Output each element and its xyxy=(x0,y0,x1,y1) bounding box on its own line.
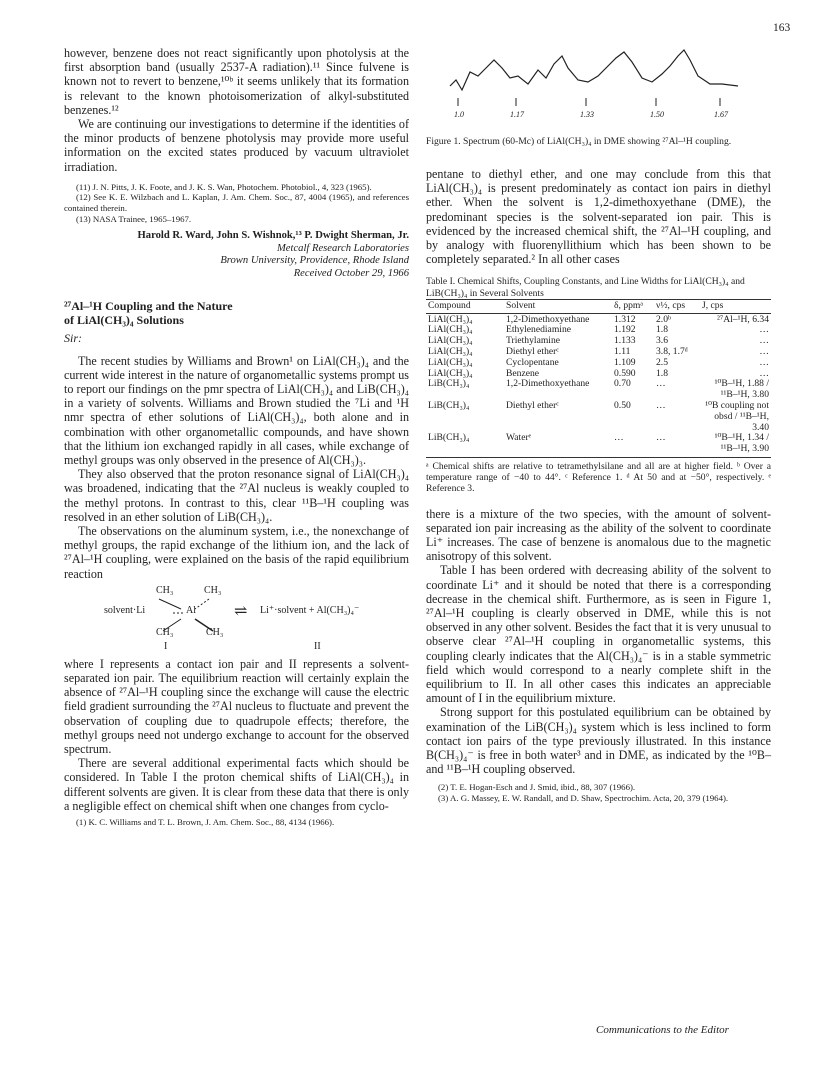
table-cell: … xyxy=(759,367,769,379)
axis-tick-label: 1.0 xyxy=(454,110,464,119)
table-cell: Cyclopentane xyxy=(506,356,559,368)
table-header: J, cps xyxy=(702,299,724,311)
axis-tick-label: 1.50 xyxy=(650,110,664,119)
paragraph: however, benzene does not react significantly upon photolysis at the first absorption band (usually 2537-A radiation).¹¹ Since fulvene is known not to revert to benzene,¹⁰ᵇ it seems unlikely that its formation is relevant to the known photoisomerization of alkyl-substituted benzenes.¹² xyxy=(64,46,409,117)
methyl-group: CH₃ xyxy=(204,584,222,596)
table-footnote: ᵃ Chemical shifts are relative to tetramethylsilane and all are at higher field. ᵇ Over a temperature range of −40 to 44°. ᶜ Reference 1. ᵈ At 50 and at −50°, respectively. ᵉ Reference 3. xyxy=(426,460,771,495)
table-header: δ, ppmᵃ xyxy=(614,299,643,311)
table-cell: ¹⁰B–¹H, 1.88 / ¹¹B–¹H, 3.80 xyxy=(714,378,769,401)
left-column xyxy=(64,46,409,828)
footnote-13: (13) NASA Trainee, 1965–1967. xyxy=(76,213,192,224)
methyl-group: CH₃ xyxy=(156,584,174,596)
table-cell: 0.70 xyxy=(614,378,631,390)
table-cell: 3.8, 1.7ᵈ xyxy=(656,346,688,358)
table-cell: LiAl(CH₃)₄ xyxy=(428,356,473,368)
table-row xyxy=(426,401,771,433)
paragraph: Strong support for this postulated equilibrium can be obtained by examination of the LiB(CH₃)₄ system which is less inclined to form contact ion pairs of the type previously illustrated. In this instance B(CH₃)₄⁻ is free in both water³ and in DME, as indicated by the ¹⁰B– and ¹¹B–¹H coupling observed. xyxy=(426,705,771,777)
solvent-li: solvent·Li xyxy=(104,604,146,616)
equilibrium-arrow: ⇌ xyxy=(234,602,248,620)
methyl-group: CH₃ xyxy=(156,626,174,638)
table-cell: … xyxy=(759,335,769,347)
table-cell: 0.590 xyxy=(614,367,636,379)
table-cell: 1,2-Dimethoxyethane xyxy=(506,313,590,325)
title-line: ²⁷Al–¹H Coupling and the Nature xyxy=(64,298,233,313)
table-cell: … xyxy=(614,432,624,444)
table-cell: … xyxy=(759,324,769,336)
table-cell: 1.133 xyxy=(614,335,636,347)
table-cell: 1,2-Dimethoxyethane xyxy=(506,378,590,390)
equation-rhs: Li⁺·solvent + Al(CH₃)₄⁻ xyxy=(260,604,360,616)
table-cell: Diethyl etherᶜ xyxy=(506,400,559,411)
table-cell: ¹⁰B coupling not obsd / ¹¹B–¹H, 3.40 xyxy=(705,400,769,433)
article-title xyxy=(64,299,409,327)
table-cell: 0.50 xyxy=(614,400,631,411)
running-footer: Communications to the Editor xyxy=(596,1024,729,1036)
table-cell: 1.109 xyxy=(614,356,636,368)
paragraph: The recent studies by Williams and Brown¹ on LiAl(CH₃)₄ and the current wide interest in the nature of organometallic systems prompt us to report our findings on the pmr spectra of LiAl(CH₃)₄ and LiB(CH₃)₄ in a variety of solvents. Williams and Brown studied the ⁷Li and ¹H nmr spectra of ether solutions of LiAl(CH₃)₄, both alone and in combination with other organometallic compounds, and have shown that the lithium ion exchanged rapidly in all cases, while exchange of methyl groups was only observed in the presence of Al(CH₃)₃. xyxy=(64,353,409,467)
affiliation: Metcalf Research Laboratories xyxy=(276,242,409,254)
paragraph: where I represents a contact ion pair and II represents a solvent-separated ion pair. The equilibrium reaction will certainly explain the absence of ²⁷Al–¹H coupling since the exchange will cause the electric field gradient surrounding the ²⁷Al nucleus to fluctuate and prevent the observation of coupling due to quadrupole effects; therefore, the methyl groups need not undergo exchange to account for the observed spectrum. xyxy=(64,656,409,757)
table-row xyxy=(426,433,771,455)
footnote-3: (3) A. G. Massey, E. W. Randall, and D. Shaw, Spectrochim. Acta, 20, 379 (1964). xyxy=(438,793,729,804)
table-1 xyxy=(426,299,771,455)
table-cell: LiAl(CH₃)₄ xyxy=(428,367,473,379)
table-header: Compound xyxy=(428,299,471,311)
table-cell: LiAl(CH₃)₄ xyxy=(428,335,473,347)
affiliation: Brown University, Providence, Rhode Island xyxy=(220,255,409,267)
table-row xyxy=(426,315,771,326)
table-cell: … xyxy=(759,356,769,368)
footnote-2: (2) T. E. Hogan-Esch and J. Smid, ibid., 88, 307 (1966). xyxy=(438,782,636,793)
paragraph: The observations on the aluminum system, i.e., the nonexchange of methyl groups, the rapid exchange of the lithium ion, and the lack of ²⁷Al–¹H coupling, were explained on the basis of the rapid equilibrium reaction xyxy=(64,524,409,581)
figure-caption: Figure 1. Spectrum (60-Mc) of LiAl(CH₃)₄ in DME showing ²⁷Al–¹H coupling. xyxy=(426,136,732,147)
authors: Harold R. Ward, John S. Wishnok,¹³ P. Dwight Sherman, Jr. xyxy=(137,230,409,242)
table-row xyxy=(426,347,771,358)
methyl-group: CH₃ xyxy=(206,626,224,638)
figure-1 xyxy=(426,46,771,136)
table-cell: 1.192 xyxy=(614,324,636,336)
table-cell: 1.11 xyxy=(614,346,631,358)
table-cell: LiB(CH₃)₄ xyxy=(428,432,470,444)
table-header: Solvent xyxy=(506,299,536,311)
table-row xyxy=(426,358,771,369)
table-cell: Benzene xyxy=(506,367,540,379)
paragraph: There are several additional experimental facts which should be considered. In Table I the proton chemical shifts of LiAl(CH₃)₄ in different solvents are given. It is clear from these data that there is only a negligible effect on chemical shift when one changes from cyclo- xyxy=(64,756,409,813)
paragraph: Table I has been ordered with decreasing ability of the solvent to coordinate Li⁺ and it should be noted that there is a corresponding decrease in the chemical shift. Furthermore, as is seen in Figure 1, ²⁷Al–¹H coupling is clearly observed in DME, while this is not observed in any other solvent. Besides the fact that it is very unusual to observe clear ²⁷Al–¹H coupling in organometallic systems, this coupling clearly indicates that the Al(CH₃)₄⁻ is in a stable symmetric field which would correspond to a nearly complete shift in the equilibrium to II. In all other cases this indicates an appreciable amount of I in the equilibrium mixture. xyxy=(426,563,771,706)
structure-label-II: II xyxy=(314,640,321,652)
author-block xyxy=(64,230,409,280)
table-cell: ¹⁰B–¹H, 1.34 / ¹¹B–¹H, 3.90 xyxy=(714,432,769,455)
table-cell: LiB(CH₃)₄ xyxy=(428,400,470,411)
table-cell: 1.312 xyxy=(614,313,636,325)
table-cell: Ethylenediamine xyxy=(506,324,572,336)
structure-label-I: I xyxy=(164,640,168,652)
table-cell: 2.5 xyxy=(656,356,668,368)
axis-tick-label: 1.17 xyxy=(510,110,524,119)
paragraph: They also observed that the proton resonance signal of LiAl(CH₃)₄ was broadened, indicating that the ²⁷Al nucleus is weakly coupled to the methyl protons. In contrast to this, clear ¹¹B–¹H coupling was resolved in an ether solution of LiB(CH₃)₄. xyxy=(64,467,409,524)
table-cell: 1.8 xyxy=(656,367,668,379)
footnote-11: (11) J. N. Pitts, J. K. Foote, and J. K. S. Wan, Photochem. Photobiol., 4, 323 (1965). xyxy=(76,181,372,192)
table-cell: LiAl(CH₃)₄ xyxy=(428,313,473,325)
axis-tick-label: 1.33 xyxy=(580,110,594,119)
table-cell: ²⁷Al–¹H, 6.34 xyxy=(716,313,769,325)
table-cell: … xyxy=(656,378,666,390)
table-cell: … xyxy=(656,432,666,444)
table-cell: 1.8 xyxy=(656,324,668,336)
page-number: 163 xyxy=(773,22,791,34)
table-cell: … xyxy=(759,346,769,358)
table-cell: LiAl(CH₃)₄ xyxy=(428,324,473,336)
nmr-spectrum xyxy=(448,46,748,108)
table-caption: Table I. Chemical Shifts, Coupling Constants, and Line Widths for LiAl(CH₃)₄ and LiB(CH₃)₄ in Several Solvents xyxy=(426,276,745,299)
table-cell: LiB(CH₃)₄ xyxy=(428,378,470,390)
table-row xyxy=(426,336,771,347)
salutation: Sir: xyxy=(64,330,82,345)
table-row xyxy=(426,325,771,336)
footnote-12: (12) See K. E. Wilzbach and L. Kaplan, J. Am. Chem. Soc., 87, 4004 (1965), and references contained therein. xyxy=(64,192,409,214)
table-cell: Diethyl etherᶜ xyxy=(506,346,559,358)
table-cell: 3.6 xyxy=(656,335,668,347)
paragraph: We are continuing our investigations to determine if the identities of the minor products of benzene photolysis may provide more useful information on the excited states produced by vacuum ultraviolet irradiation. xyxy=(64,117,409,174)
axis-tick-label: 1.67 xyxy=(714,110,728,119)
table-cell: … xyxy=(656,400,666,411)
table-row xyxy=(426,379,771,401)
table-header: ν½, cps xyxy=(656,299,686,311)
paragraph: pentane to diethyl ether, and one may conclude from this that LiAl(CH₃)₄ is present predominately as contact ion pairs in diethyl ether. When the solvent is 1,2-dimethoxyethane (DME), the predominant species is the solvent-separated ion pair. This is evidenced by the increased chemical shift, the ²⁷Al–¹H coupling, and by analogy with fluorenyllithium which has been shown to be completely separated.² In all other cases xyxy=(426,167,771,267)
paragraph: there is a mixture of the two species, with the amount of solvent-separated ion pair increasing as the ability of the solvent to coordinate Li⁺ increases. The case of benzene is anomalous due to the magnetic anisotropy of this solvent. xyxy=(426,506,771,564)
received-date: Received October 29, 1966 xyxy=(293,267,409,279)
footnote-1: (1) K. C. Williams and T. L. Brown, J. Am. Chem. Soc., 88, 4134 (1966). xyxy=(76,817,335,828)
table-cell: LiAl(CH₃)₄ xyxy=(428,346,473,358)
equilibrium-equation xyxy=(64,581,409,657)
right-column xyxy=(426,46,771,804)
title-line: of LiAl(CH₃)₄ Solutions xyxy=(64,312,184,327)
table-cell: 2.0ᵇ xyxy=(656,313,671,325)
aluminum-atom: Al xyxy=(186,604,196,616)
table-cell: Waterᵉ xyxy=(506,432,532,444)
table-cell: Triethylamine xyxy=(506,335,561,347)
